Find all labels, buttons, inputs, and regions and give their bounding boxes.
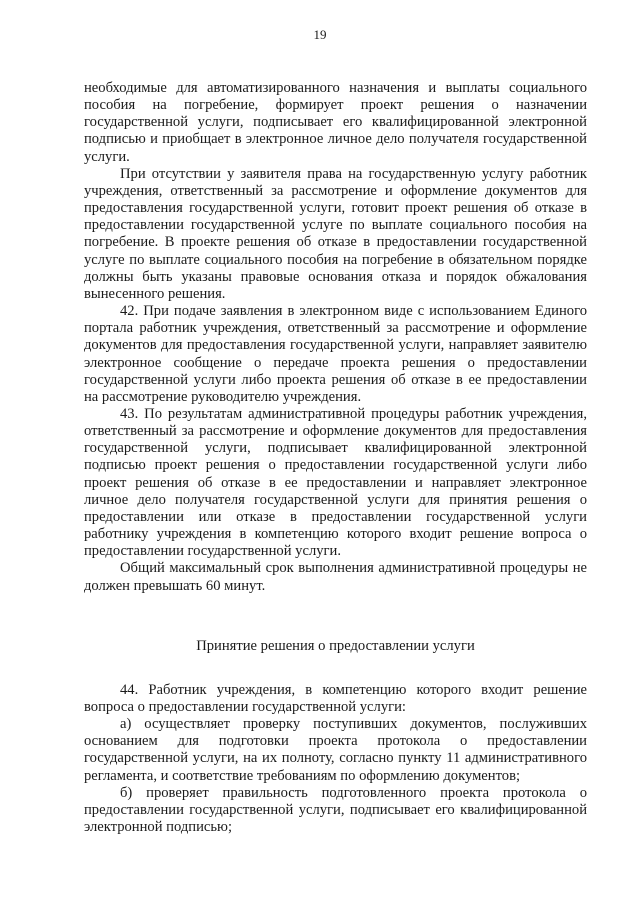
paragraph-time-limit: Общий максимальный срок выполнения административной процедуры не должен превышать 60 минут. — [84, 560, 587, 594]
paragraph-subitem-a: а) осуществляет проверку поступивших документов, послуживших основанием для подготовки проекта протокола о предоставлении государственной услуги, на их полноту, согласно пункту 11 административного регламента, и соответствие требованиям по оформлению документов; — [84, 716, 587, 784]
paragraph-item-44: 44. Работник учреждения, в компетенцию которого входит решение вопроса о предоставлении государственной услуги: — [84, 681, 587, 715]
paragraph-refusal: При отсутствии у заявителя права на государственную услугу работник учреждения, ответственный за рассмотрение и оформление документов для предоставления государственной услуги, готовит проект решения об отказе в предоставлении государственной услуге по выплате социального пособия на погребение. В проекте решения об отказе в предоставлении государственной услуге по выплате социального пособия на погребение в обязательном порядке должны быть указаны правовые основания отказа и порядок обжалования вынесенного решения. — [84, 165, 587, 302]
page-number: 19 — [313, 27, 327, 42]
section-heading: Принятие решения о предоставлении услуги — [196, 637, 475, 654]
paragraph-subitem-b: б) проверяет правильность подготовленного проекта протокола о предоставлении государственной услуги, подписывает его квалифицированной электронной подписью; — [84, 784, 587, 836]
paragraph-item-42: 42. При подаче заявления в электронном виде с использованием Единого портала работник учреждения, ответственный за рассмотрение и оформление документов для предоставления государственной услуги, направляет заявителю электронное сообщение о передаче проекта решения о предоставлении государственной услуги либо проекта решения об отказе в ее предоставлении на рассмотрение руководителю учреждения. — [84, 303, 587, 405]
paragraph-item-43: 43. По результатам административной процедуры работник учреждения, ответственный за рассмотрение и оформление документов для предоставления государственной услуги, подписывает квалифицированной электронной подписью проект решения о предоставлении государственной услуги либо проект решения об отказе в ее предоставлении и направляет электронное личное дело получателя государственной услуги для принятия решения о предоставлении или отказе в предоставлении государственной услуги работнику учреждения в компетенцию которого входит решение вопроса о предоставлении государственной услуги. — [84, 405, 587, 560]
document-body — [84, 80, 587, 836]
paragraph-continuation: необходимые для автоматизированного назначения и выплаты социального пособия на погребение, формирует проект решения о назначении государственной услуги, подписывает его квалифицированной электронной подписью и приобщает в электронное личное дело получателя государственной услуги. — [84, 80, 587, 165]
